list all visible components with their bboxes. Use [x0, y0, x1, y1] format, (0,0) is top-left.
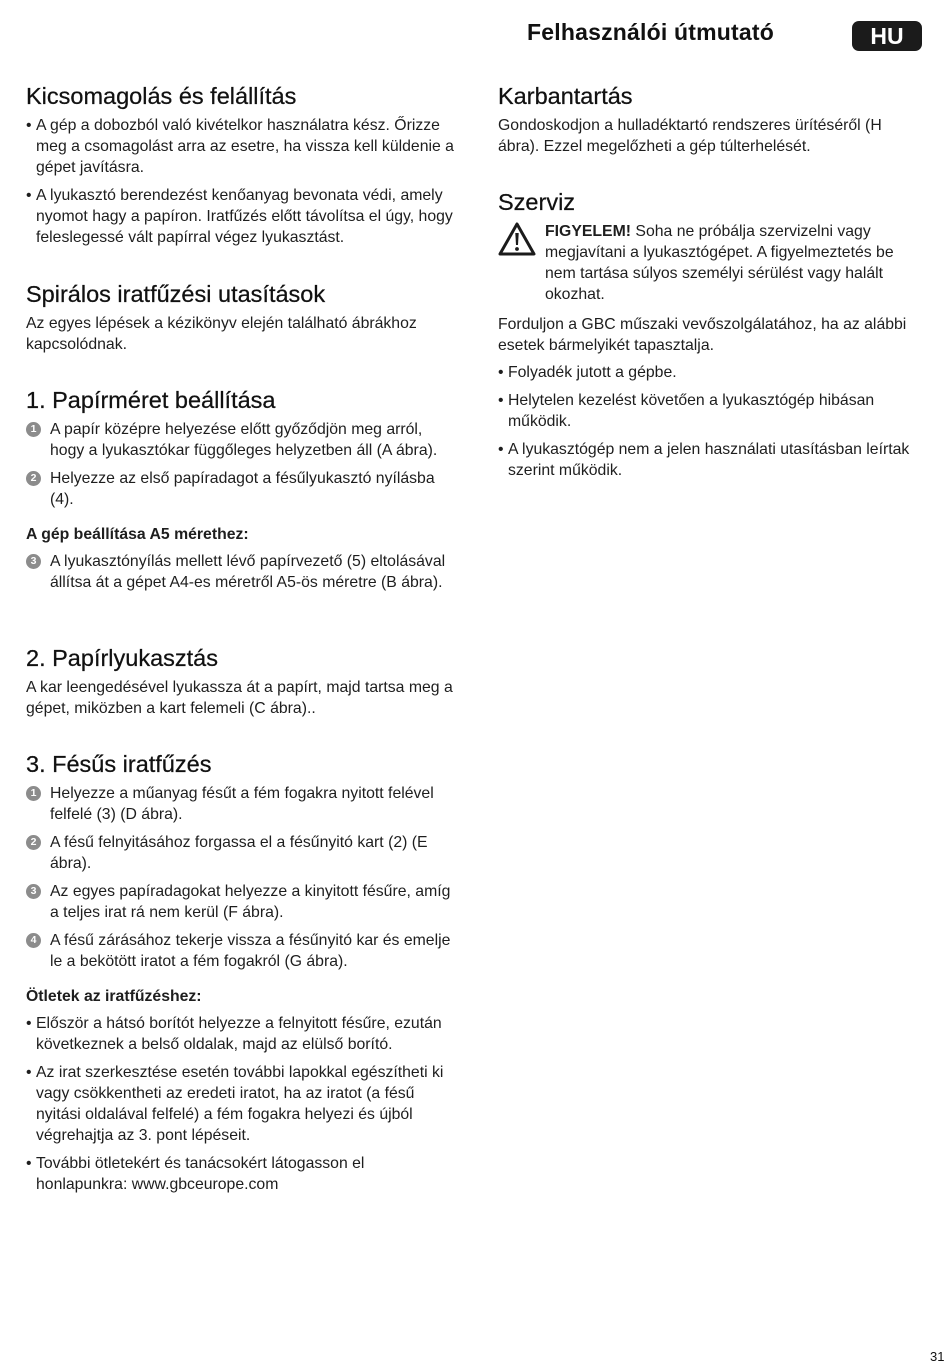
section-punching	[26, 644, 454, 719]
section-title-paper-size: 1. Papírméret beállítása	[26, 387, 276, 413]
list-item: • A lyukasztógép nem a jelen használati utasításban leírtak szerint működik.	[498, 441, 910, 479]
section-paper-size	[26, 386, 454, 600]
step-item	[26, 881, 454, 923]
step-number-badge: 3	[26, 884, 41, 899]
list-item-text: A gép a dobozból való kivételkor használatra kész. Őrizze meg a csomagolást arra az esetre, ha vissza kell küldenie a gépet javításra.	[36, 117, 454, 176]
paragraph: A kar leengedésével lyukassza át a papírt, majd tartsa meg a gépet, miközben a kart felemeli (C ábra)..	[26, 679, 453, 717]
subheading-tips: Ötletek az iratfűzéshez:	[26, 988, 202, 1005]
paragraph: Gondoskodjon a hulladéktartó rendszeres ürítéséről (H ábra). Ezzel megelőzheti a gép túlterhelését.	[498, 117, 882, 155]
section-service	[498, 188, 926, 488]
list-item-text: Az irat szerkesztése esetén további lapokkal egészítheti ki vagy csökkentheti az eredeti iratot, ha az iratot (a fésű nyitási oldalával felfelé) a fém fogakra helyezi és újból végrehajtja az 3. pont lépéseit.	[36, 1064, 444, 1144]
warning-triangle-icon	[498, 222, 536, 256]
list-item: • A gép a dobozból való kivételkor használatra kész. Őrizze meg a csomagolást arra az esetre, ha vissza kell küldenie a gépet javításra.	[26, 117, 454, 176]
step-number-badge: 1	[26, 422, 41, 437]
step-number-badge: 2	[26, 471, 41, 486]
list-item-text: Folyadék jutott a gépbe.	[508, 364, 677, 381]
list-item: • Az irat szerkesztése esetén további lapokkal egészítheti ki vagy csökkentheti az eredeti iratot, ha az iratot (a fésű nyitási oldalával felfelé) a fém fogakra helyezi és újból végrehajtja az 3. pont lépéseit.	[26, 1064, 444, 1144]
warning-block	[498, 221, 926, 305]
list-item-text: További ötletekért és tanácsokért látogasson el honlapunkra: www.gbceurope.com	[36, 1155, 365, 1193]
step-item	[26, 832, 454, 874]
warning-text: Soha ne próbálja szervizelni vagy megjavítani a lyukasztógépet. A figyelmeztetés be nem tartása súlyos személyi sérülést vagy halált okozhat.	[545, 223, 894, 303]
step-text: Helyezze az első papíradagot a fésűlyukasztó nyílásba (4).	[50, 470, 435, 508]
step-item	[26, 551, 454, 593]
paragraph: Az egyes lépések a kézikönyv elején található ábrákhoz kapcsolódnak.	[26, 315, 417, 353]
step-text: Helyezze a műanyag fésűt a fém fogakra nyitott felével felfelé (3) (D ábra).	[50, 785, 434, 823]
list-item: • Először a hátsó borítót helyezze a felnyitott fésűre, ezután következnek a belső oldalak, majd az elülső borító.	[26, 1015, 442, 1053]
section-title-punching: 2. Papírlyukasztás	[26, 645, 219, 671]
list-item-text: A lyukasztógép nem a jelen használati utasításban leírtak szerint működik.	[508, 441, 910, 479]
step-number-badge: 2	[26, 835, 41, 850]
section-title-spiral: Spirálos iratfűzési utasítások	[26, 281, 326, 307]
step-item	[26, 419, 454, 461]
step-number-badge: 4	[26, 933, 41, 948]
step-item	[26, 783, 454, 825]
list-item-text: Helytelen kezelést követően a lyukasztógép hibásan működik.	[508, 392, 875, 430]
step-text: A fésű felnyitásához forgassa el a fésűnyitó kart (2) (E ábra).	[50, 834, 428, 872]
paragraph: Forduljon a GBC műszaki vevőszolgálatához, ha az alábbi esetek bármelyikét tapasztalja.	[498, 316, 907, 354]
section-spiral	[26, 280, 454, 355]
step-item	[26, 930, 454, 972]
section-title-comb: 3. Fésűs iratfűzés	[26, 751, 212, 777]
list-item: • A lyukasztó berendezést kenőanyag bevonata védi, amely nyomot hagy a papíron. Iratfűzés előtt távolítsa el úgy, hogy feleslegessé vált papírral végez lyukasztást.	[26, 187, 453, 246]
section-title-service: Szerviz	[498, 189, 576, 215]
list-item: • Helytelen kezelést követően a lyukasztógép hibásan működik.	[498, 392, 875, 430]
section-unpacking	[26, 82, 454, 255]
step-number-badge: 3	[26, 554, 41, 569]
page-number: 31	[930, 1349, 945, 1364]
section-comb-binding	[26, 750, 454, 1202]
list-item-text: Először a hátsó borítót helyezze a felnyitott fésűre, ezután következnek a belső oldalak, majd az elülső borító.	[36, 1015, 442, 1053]
document-title: Felhasználói útmutató	[527, 19, 774, 45]
language-badge: HU	[852, 21, 922, 51]
step-number-badge: 1	[26, 786, 41, 801]
section-title-maintenance: Karbantartás	[498, 83, 633, 109]
section-maintenance	[498, 82, 926, 157]
step-item	[26, 468, 454, 510]
step-text: A fésű zárásához tekerje vissza a fésűnyitó kar és emelje le a bekötött iratot a fém fogakról (G ábra).	[50, 932, 451, 970]
warning-label: FIGYELEM!	[545, 223, 632, 240]
list-item-text: A lyukasztó berendezést kenőanyag bevonata védi, amely nyomot hagy a papíron. Iratfűzés előtt távolítsa el úgy, hogy feleslegessé vált papírral végez lyukasztást.	[36, 187, 453, 246]
section-title-unpacking: Kicsomagolás és felállítás	[26, 83, 297, 109]
step-text: A papír középre helyezése előtt győződjön meg arról, hogy a lyukasztókar függőleges helyzetben áll (A ábra).	[50, 421, 438, 459]
step-text: A lyukasztónyílás mellett lévő papírvezető (5) eltolásával állítsa át a gépet A4-es méretről A5-ös méretre (B ábra).	[50, 553, 446, 591]
subheading-a5: A gép beállítása A5 mérethez:	[26, 526, 249, 543]
step-text: Az egyes papíradagokat helyezze a kinyitott fésűre, amíg a teljes irat rá nem kerül (F ábra).	[50, 883, 451, 921]
list-item: • További ötletekért és tanácsokért látogasson el honlapunkra: www.gbceurope.com	[26, 1155, 365, 1193]
list-item: • Folyadék jutott a gépbe.	[498, 364, 677, 381]
